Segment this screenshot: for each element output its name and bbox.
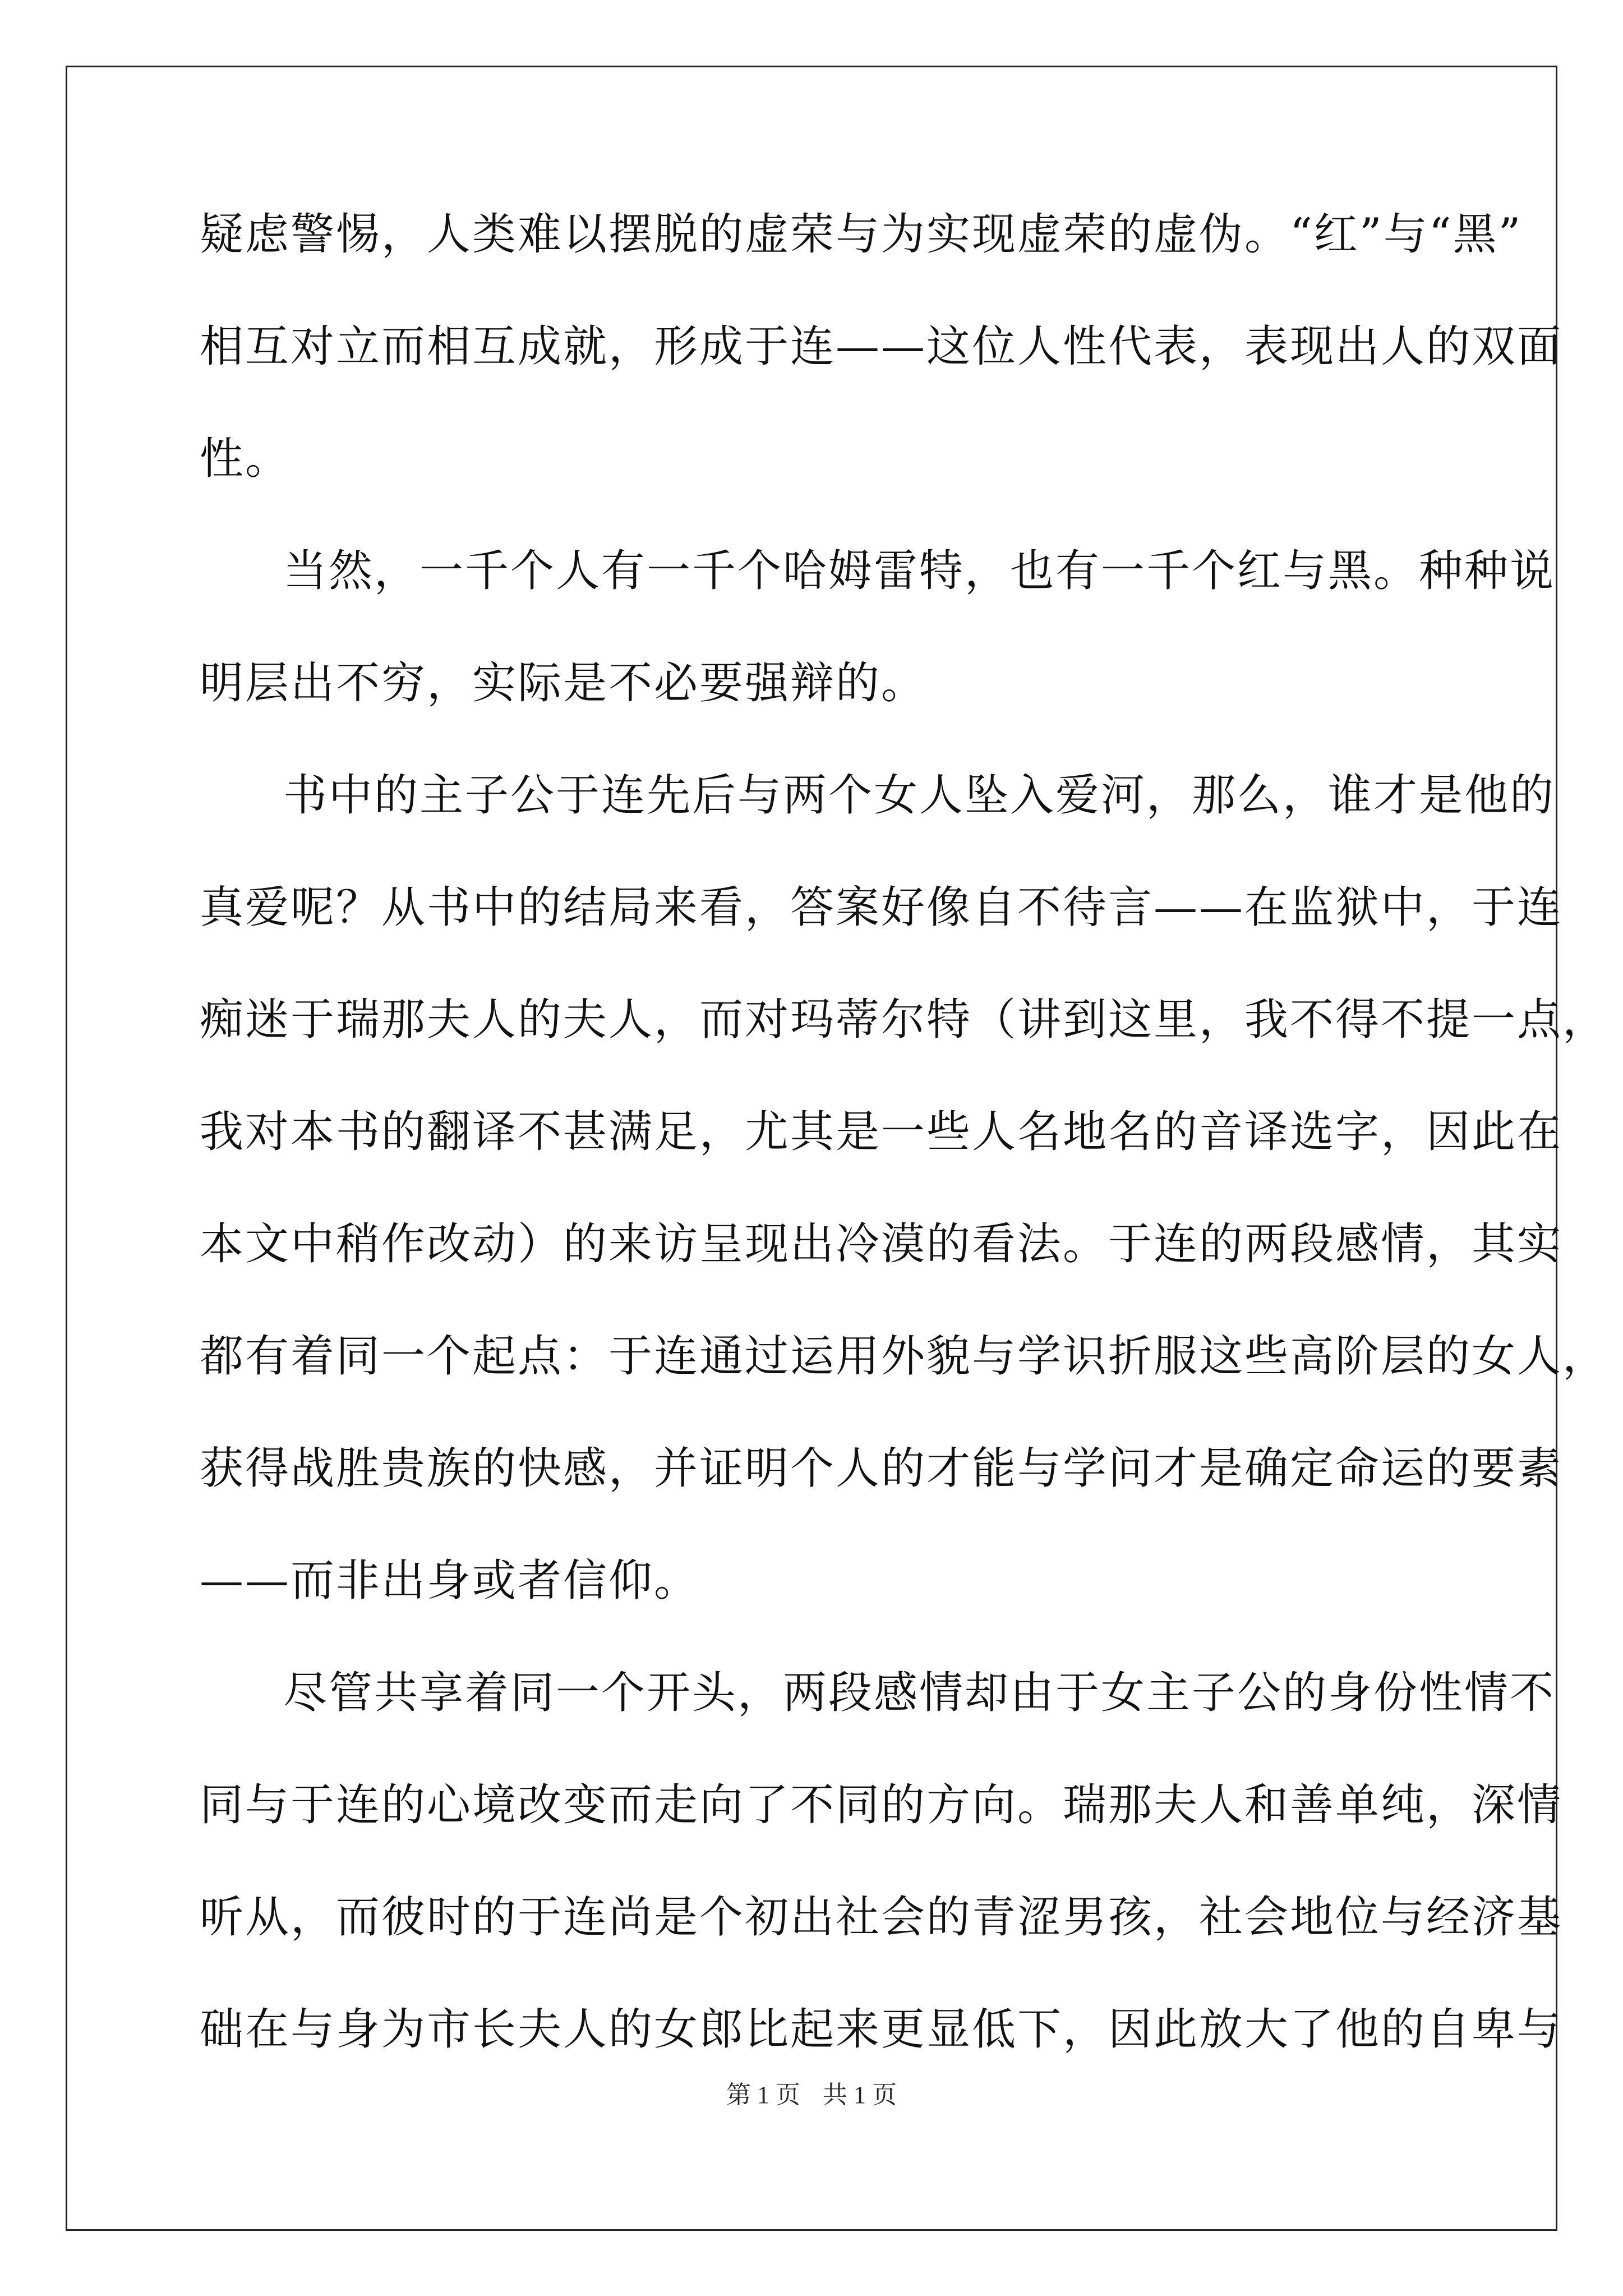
text-line: 相互对立而相互成就，形成于连——这位人性代表，表现出人的双面 (200, 321, 1563, 372)
text-line: 尽管共享着同一个开头，两段感情却由于女主子公的身份性情不 (283, 1668, 1556, 1718)
text-line: 性。 (200, 434, 291, 484)
text-line: 听从，而彼时的于连尚是个初出社会的青涩男孩，社会地位与经济基 (200, 1892, 1563, 1943)
page-number: 第 1 页 (726, 2081, 800, 2109)
text-line: 当然，一千个人有一千个哈姆雷特，也有一千个红与黑。种种说 (283, 546, 1556, 596)
page-footer (0, 2078, 1623, 2112)
text-line: 础在与身为市长夫人的女郎比起来更显低下，因此放大了他的自卑与 (200, 2004, 1563, 2055)
text-line: 都有着同一个起点：于连通过运用外貌与学识折服这些高阶层的女人， (200, 1331, 1608, 1382)
text-line: ——而非出身或者信仰。 (200, 1556, 700, 1606)
text-line: 明层出不穷，实际是不必要强辩的。 (200, 658, 927, 708)
text-line: 疑虑警惕，人类难以摆脱的虚荣与为实现虚荣的虚伪。“红”与“黑” (200, 209, 1523, 260)
page-total: 共 1 页 (823, 2081, 897, 2109)
text-line: 本文中稍作改动）的来访呈现出冷漠的看法。于连的两段感情，其实 (200, 1219, 1563, 1269)
text-line: 书中的主子公于连先后与两个女人坠入爱河，那么，谁才是他的 (283, 770, 1556, 821)
text-line: 真爱呢？从书中的结局来看，答案好像自不待言——在监狱中，于连 (200, 882, 1563, 933)
text-line: 痴迷于瑞那夫人的夫人，而对玛蒂尔特（讲到这里，我不得不提一点， (200, 995, 1608, 1045)
text-line: 我对本书的翻译不甚满足，尤其是一些人名地名的音译选字，因此在 (200, 1107, 1563, 1157)
text-line: 获得战胜贵族的快感，并证明个人的才能与学问才是确定命运的要素 (200, 1443, 1563, 1494)
text-line: 同与于连的心境改变而走向了不同的方向。瑞那夫人和善单纯，深情 (200, 1780, 1563, 1830)
